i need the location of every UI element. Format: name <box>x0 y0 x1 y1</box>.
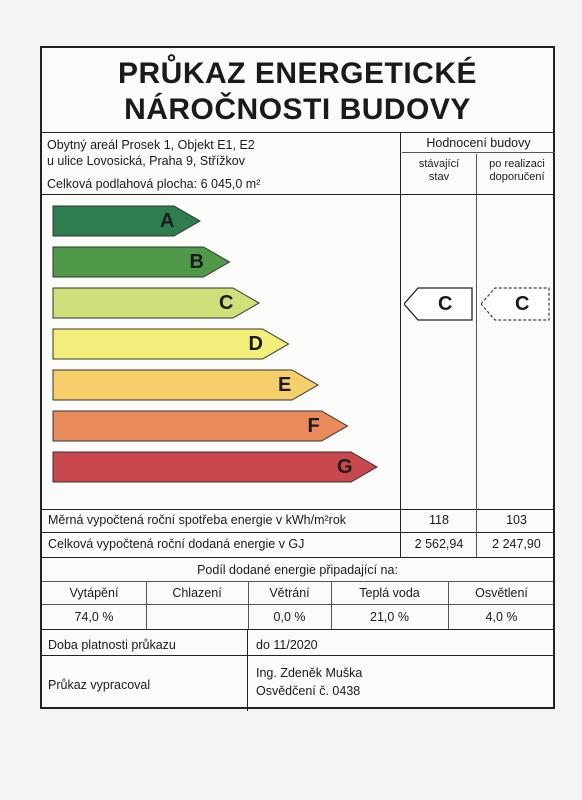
share-value: 0,0 % <box>273 610 306 624</box>
rating-header: Hodnocení budovy <box>426 136 531 150</box>
floor-area: Celková podlahová plocha: 6 045,0 m² <box>47 177 261 191</box>
energy-class-c-arrow <box>52 287 261 319</box>
share-value: 4,0 % <box>485 610 518 624</box>
title-line-2: NÁROČNOSTI BUDOVY <box>124 93 471 126</box>
energy-class-g-arrow <box>52 451 379 483</box>
after-rating-label: C <box>515 293 530 315</box>
energy-class-label: F <box>307 415 320 437</box>
energy-class-label: C <box>219 292 234 314</box>
energy-class-f-arrow <box>52 410 350 442</box>
total-energy-label: Celková vypočtená roční dodaná energie v GJ <box>48 537 305 551</box>
author-label: Průkaz vypracoval <box>48 678 151 692</box>
total-energy-current: 2 562,94 <box>414 537 464 551</box>
energy-class-label: A <box>160 210 175 232</box>
after-recommendation-header: po realizaci doporučení <box>489 158 545 183</box>
energy-class-a-arrow <box>52 205 202 237</box>
validity-label: Doba platnosti průkazu <box>48 638 176 652</box>
share-header: Vytápění <box>69 586 119 600</box>
energy-class-e-arrow <box>52 369 320 401</box>
share-header: Teplá voda <box>359 586 420 600</box>
specific-consumption-current: 118 <box>429 513 449 527</box>
share-divider <box>331 581 332 629</box>
title-line-1: PRŮKAZ ENERGETICKÉ <box>117 57 478 90</box>
share-divider <box>248 581 249 629</box>
current-rating-indicator <box>404 287 474 321</box>
total-energy-after: 2 247,90 <box>492 537 541 551</box>
share-divider <box>146 581 147 629</box>
certificate-title <box>42 56 553 128</box>
share-value: 74,0 % <box>74 610 114 624</box>
author-certificate: Osvědčení č. 0438 <box>256 684 361 698</box>
energy-class-label: D <box>248 333 263 355</box>
share-divider <box>448 581 449 629</box>
energy-class-label: G <box>337 456 353 478</box>
energy-class-d-arrow <box>52 328 291 360</box>
specific-consumption-after: 103 <box>506 513 527 527</box>
specific-consumption-label: Měrná vypočtená roční spotřeba energie v kWh/m²rok <box>48 513 347 527</box>
share-header: Osvětlení <box>475 586 528 600</box>
after-rating-indicator <box>481 287 551 321</box>
energy-share-title: Podíl dodané energie připadající na: <box>197 563 398 577</box>
current-rating-label: C <box>438 293 453 315</box>
current-state-header: stávající stav <box>418 158 460 183</box>
building-address-1: Obytný areál Prosek 1, Objekt E1, E2 <box>47 138 255 152</box>
energy-certificate <box>40 46 555 709</box>
energy-class-label: E <box>278 374 292 396</box>
validity-value: do 11/2020 <box>256 638 318 652</box>
share-value: 21,0 % <box>370 610 409 624</box>
share-header: Větrání <box>269 586 310 600</box>
building-address-2: u ulice Lovosická, Praha 9, Střížkov <box>47 154 246 168</box>
author-name: Ing. Zdeněk Muška <box>256 666 363 680</box>
energy-class-label: B <box>189 251 204 273</box>
share-header: Chlazení <box>172 586 222 600</box>
energy-class-b-arrow <box>52 246 232 278</box>
